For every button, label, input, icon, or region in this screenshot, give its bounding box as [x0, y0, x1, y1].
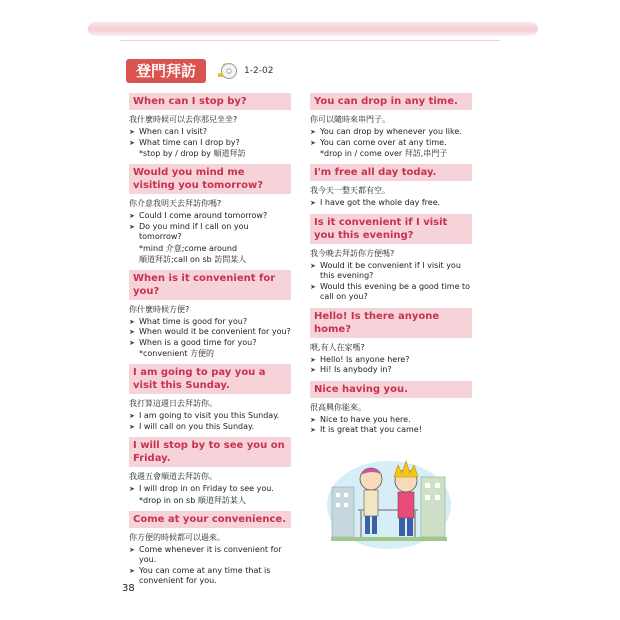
- left-column: [129, 93, 291, 592]
- phrase-block: [129, 270, 291, 360]
- arrow-bullet-icon: ➤: [129, 138, 135, 147]
- vocab-note: *convenient 方便的: [139, 349, 214, 358]
- example-text: I will call on you this Sunday.: [139, 421, 255, 431]
- arrow-bullet-icon: ➤: [129, 485, 135, 493]
- arrow-bullet-icon: ➤: [310, 415, 316, 424]
- chinese-translation: 我今晚去拜訪你方便嗎?: [310, 248, 395, 258]
- example-sentence: [310, 415, 472, 426]
- visit-illustration: [326, 447, 452, 549]
- phrase-heading: When is it convenient for you?: [129, 270, 291, 300]
- phrase-block: [129, 437, 291, 506]
- example-text: I have got the whole day free.: [320, 198, 441, 207]
- example-sentence: [310, 261, 472, 282]
- section-title: 登門拜訪: [126, 59, 206, 83]
- example-text: Do you mind if I call on you tomorrow?: [139, 221, 249, 241]
- example-sentence: [129, 411, 291, 422]
- example-sentence: [129, 327, 291, 338]
- phrase-heading: You can drop in any time.: [310, 93, 472, 110]
- example-text: Hi! Is anybody in?: [320, 365, 392, 374]
- cd-icon: [216, 61, 238, 81]
- chinese-translation: 你什麼時候方便?: [129, 304, 190, 314]
- phrase-block: [129, 93, 291, 159]
- chinese-translation: 我什麼時候可以去你那兒坐坐?: [129, 115, 238, 124]
- example-text: When is a good time for you?: [139, 337, 257, 347]
- decorative-top-band: [88, 22, 538, 36]
- example-text: When would it be convenient for you?: [139, 327, 291, 336]
- example-text: Would it be convenient if I visit you this evening?: [320, 260, 461, 280]
- phrase-block: [310, 381, 472, 436]
- arrow-bullet-icon: ➤: [129, 338, 135, 347]
- example-text: Hello! Is anyone here?: [320, 354, 410, 364]
- example-sentence: [129, 566, 291, 587]
- example-sentence: [310, 425, 472, 436]
- phrase-heading: Hello! Is there anyone home?: [310, 308, 472, 338]
- vocab-note: *drop in on sb 順道拜訪某人: [139, 495, 246, 505]
- arrow-bullet-icon: ➤: [129, 566, 135, 575]
- example-sentence: [129, 484, 291, 495]
- example-sentence: [310, 127, 472, 138]
- arrow-bullet-icon: ➤: [129, 422, 135, 431]
- chinese-translation: 你可以隨時來串門子。: [310, 115, 390, 124]
- phrase-heading: I'm free all day today.: [310, 164, 472, 181]
- example-text: When can I visit?: [139, 127, 208, 136]
- vocab-note: *stop by / drop by 順道拜訪: [139, 149, 246, 158]
- example-sentence: [129, 222, 291, 243]
- arrow-bullet-icon: ➤: [129, 128, 135, 136]
- example-sentence: [129, 211, 291, 222]
- example-text: I am going to visit you this Sunday.: [139, 411, 280, 420]
- phrase-block: [129, 511, 291, 587]
- example-sentence: [129, 545, 291, 566]
- example-text: Come whenever it is convenient for you.: [139, 544, 282, 564]
- phrase-heading: I am going to pay you a visit this Sunday.: [129, 364, 291, 394]
- audio-track-number: 1-2-02: [244, 66, 274, 76]
- example-sentence: [129, 317, 291, 328]
- vocab-note: *drop in / come over 拜訪,串門子: [320, 149, 448, 158]
- arrow-bullet-icon: ➤: [310, 355, 316, 364]
- phrase-block: [310, 164, 472, 209]
- chinese-translation: 我打算這週日去拜訪你。: [129, 399, 217, 408]
- phrase-block: [129, 164, 291, 265]
- example-text: It is great that you came!: [320, 425, 422, 434]
- arrow-bullet-icon: ➤: [129, 222, 135, 231]
- example-sentence: [129, 127, 291, 138]
- arrow-bullet-icon: ➤: [129, 212, 135, 220]
- example-sentence: [129, 422, 291, 433]
- page-number: 38: [122, 583, 135, 594]
- chinese-translation: 你介意我明天去拜訪你嗎?: [129, 199, 222, 208]
- arrow-bullet-icon: ➤: [310, 261, 316, 270]
- vocab-note: 順道拜訪;call on sb 訪問某人: [139, 254, 247, 264]
- chinese-translation: 我今天一整天都有空。: [310, 186, 390, 195]
- example-sentence: [310, 198, 472, 209]
- example-text: Could I come around tomorrow?: [139, 211, 268, 220]
- arrow-bullet-icon: ➤: [310, 138, 316, 147]
- example-sentence: [310, 282, 472, 303]
- example-sentence: [129, 338, 291, 349]
- vocab-note: *mind 介意;come around: [139, 243, 238, 253]
- arrow-bullet-icon: ➤: [310, 282, 316, 291]
- example-text: You can come at any time that is convenient for you.: [139, 565, 271, 585]
- phrase-heading: Is it convenient if I visit you this evening?: [310, 214, 472, 244]
- chinese-translation: 你方便的時候都可以過來。: [129, 532, 225, 542]
- phrase-block: [310, 93, 472, 159]
- arrow-bullet-icon: ➤: [310, 199, 316, 207]
- arrow-bullet-icon: ➤: [129, 545, 135, 554]
- example-text: You can come over at any time.: [320, 137, 447, 147]
- phrase-heading: Nice having you.: [310, 381, 472, 398]
- arrow-bullet-icon: ➤: [310, 366, 316, 374]
- example-sentence: [310, 355, 472, 366]
- decorative-top-line: [120, 40, 500, 41]
- example-text: I will drop in on Friday to see you.: [139, 484, 274, 493]
- phrase-heading: When can I stop by?: [129, 93, 291, 110]
- phrase-block: [310, 308, 472, 376]
- chinese-translation: 喂,有人在家嗎?: [310, 342, 365, 352]
- example-sentence: [310, 138, 472, 149]
- arrow-bullet-icon: ➤: [129, 328, 135, 336]
- phrase-block: [310, 214, 472, 303]
- example-sentence: [310, 365, 472, 376]
- chinese-translation: 很高興你能來。: [310, 402, 366, 412]
- phrase-heading: Would you mind me visiting you tomorrow?: [129, 164, 291, 194]
- example-text: What time is good for you?: [139, 316, 248, 326]
- example-text: You can drop by whenever you like.: [320, 127, 462, 136]
- example-sentence: [129, 138, 291, 149]
- phrase-heading: I will stop by to see you on Friday.: [129, 437, 291, 467]
- arrow-bullet-icon: ➤: [310, 128, 316, 136]
- arrow-bullet-icon: ➤: [310, 426, 316, 434]
- phrase-heading: Come at your convenience.: [129, 511, 291, 528]
- phrase-block: [129, 364, 291, 432]
- section-header: [126, 59, 273, 83]
- chinese-translation: 我週五會順道去拜訪你。: [129, 472, 217, 481]
- arrow-bullet-icon: ➤: [129, 412, 135, 420]
- right-column: [310, 93, 472, 441]
- arrow-bullet-icon: ➤: [129, 317, 135, 326]
- example-text: Would this evening be a good time to call on you?: [320, 281, 471, 301]
- example-text: What time can I drop by?: [139, 137, 240, 147]
- example-text: Nice to have you here.: [320, 414, 411, 424]
